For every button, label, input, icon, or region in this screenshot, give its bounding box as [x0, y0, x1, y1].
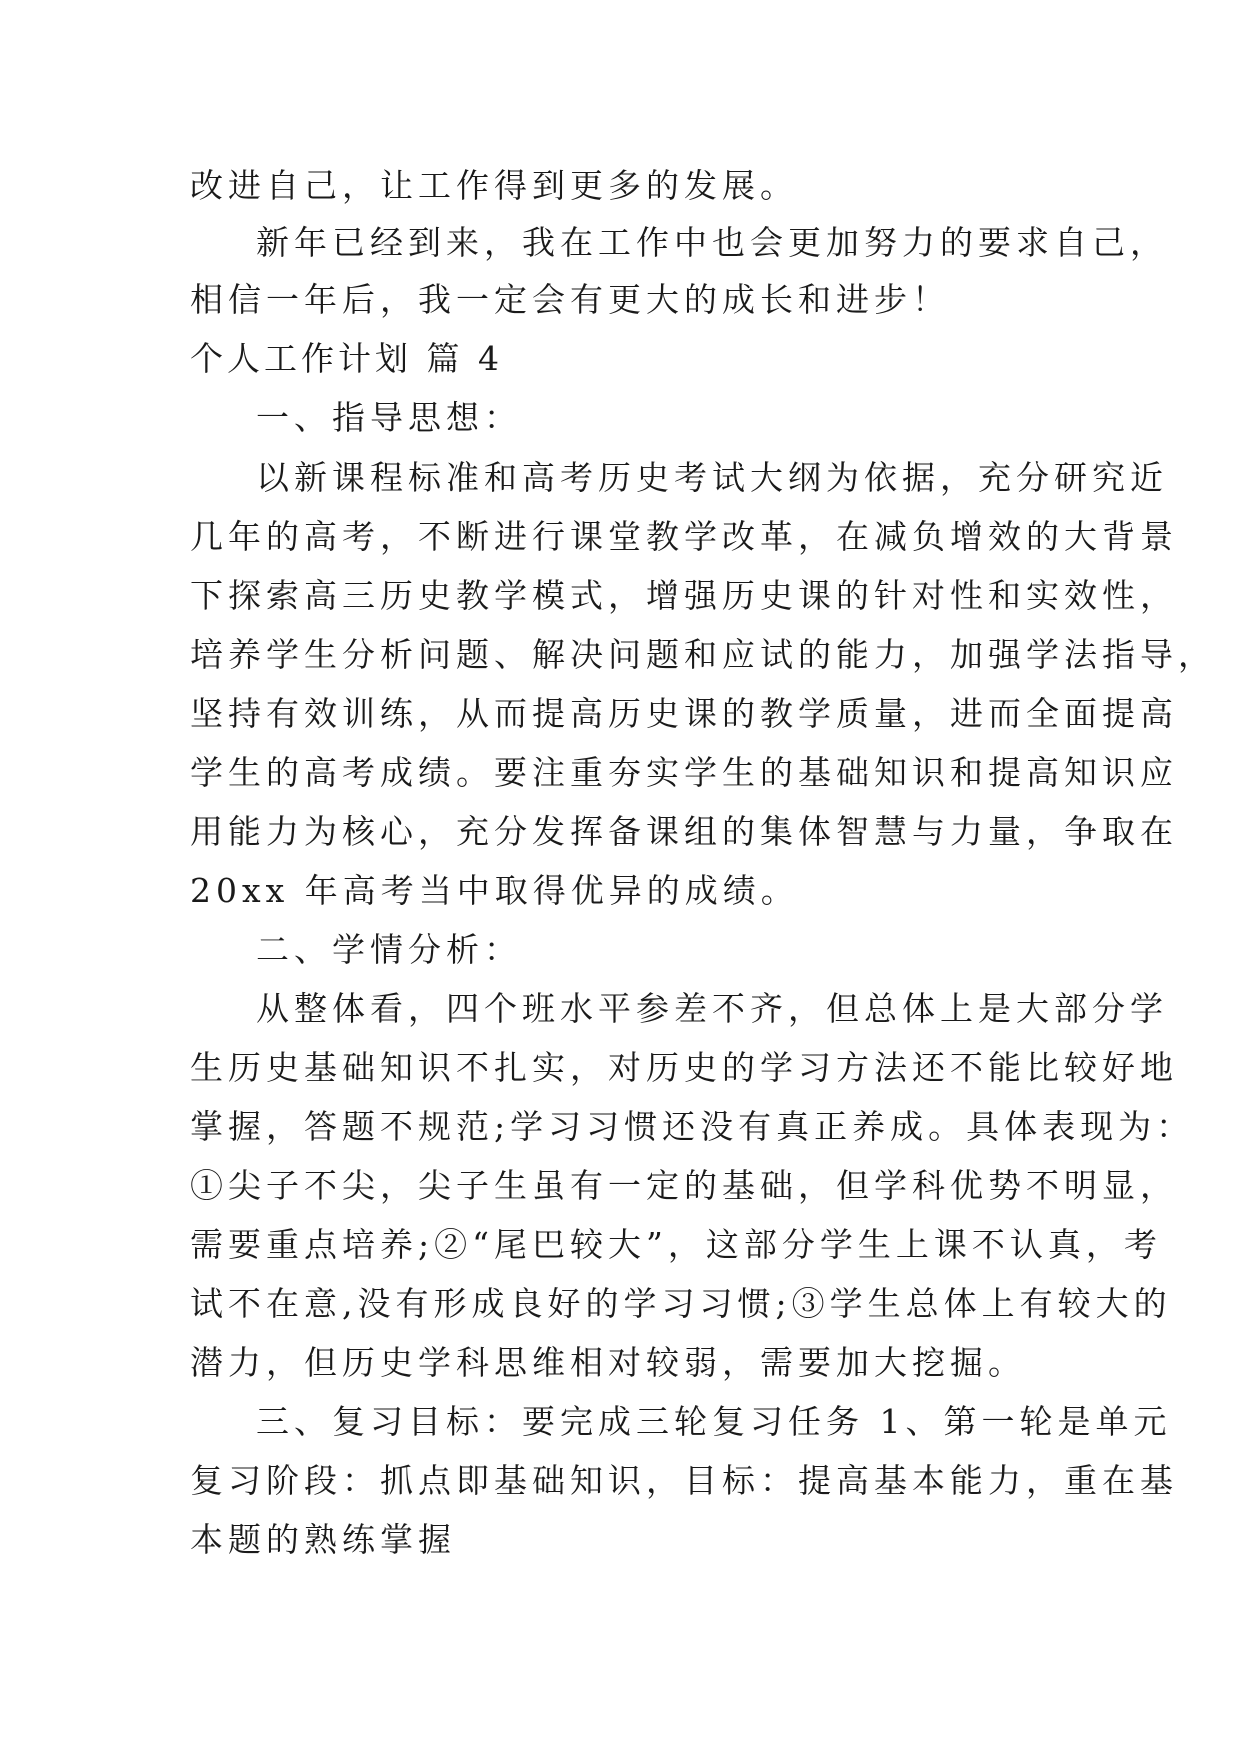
section-title: 个人工作计划 篇 4 — [190, 339, 503, 378]
text-line: 学生的高考成绩。要注重夯实学生的基础知识和提高知识应 — [190, 753, 1178, 792]
text-line: 本题的熟练掌握 — [190, 1520, 456, 1559]
section-heading: 一、指导思想： — [256, 398, 522, 437]
text-line: ①尖子不尖，尖子生虽有一定的基础，但学科优势不明显， — [190, 1166, 1178, 1205]
text-line: 需要重点培养;②“尾巴较大”，这部分学生上课不认真，考 — [190, 1225, 1162, 1264]
text-line: 三、复习目标：要完成三轮复习任务 1、第一轮是单元 — [256, 1402, 1172, 1441]
text-line: 下探索高三历史教学模式，增强历史课的针对性和实效性， — [190, 576, 1178, 615]
text-line: 几年的高考，不断进行课堂教学改革，在减负增效的大背景 — [190, 517, 1178, 556]
text-line: 试不在意,没有形成良好的学习习惯;③学生总体上有较大的 — [190, 1284, 1172, 1323]
text-line: 用能力为核心，充分发挥备课组的集体智慧与力量，争取在 — [190, 812, 1178, 851]
text-line: 以新课程标准和高考历史考试大纲为依据，充分研究近 — [256, 458, 1168, 497]
text-line: 新年已经到来，我在工作中也会更加努力的要求自己， — [256, 223, 1168, 262]
text-line: 培养学生分析问题、解决问题和应试的能力，加强学法指导， — [190, 635, 1216, 674]
text-line: 生历史基础知识不扎实，对历史的学习方法还不能比较好地 — [190, 1048, 1178, 1087]
section-heading: 二、学情分析： — [256, 930, 522, 969]
text-line: 相信一年后，我一定会有更大的成长和进步！ — [190, 280, 950, 319]
text-line: 从整体看，四个班水平参差不齐，但总体上是大部分学 — [256, 989, 1168, 1028]
text-line: 掌握，答题不规范;学习习惯还没有真正养成。具体表现为： — [190, 1107, 1195, 1146]
text-line: 复习阶段：抓点即基础知识，目标：提高基本能力，重在基 — [190, 1461, 1178, 1500]
text-line: 潜力，但历史学科思维相对较弱，需要加大挖掘。 — [190, 1343, 1026, 1382]
text-line: 20xx 年高考当中取得优异的成绩。 — [190, 871, 799, 910]
text-line: 坚持有效训练，从而提高历史课的教学质量，进而全面提高 — [190, 694, 1178, 733]
text-line: 改进自己，让工作得到更多的发展。 — [190, 166, 798, 205]
